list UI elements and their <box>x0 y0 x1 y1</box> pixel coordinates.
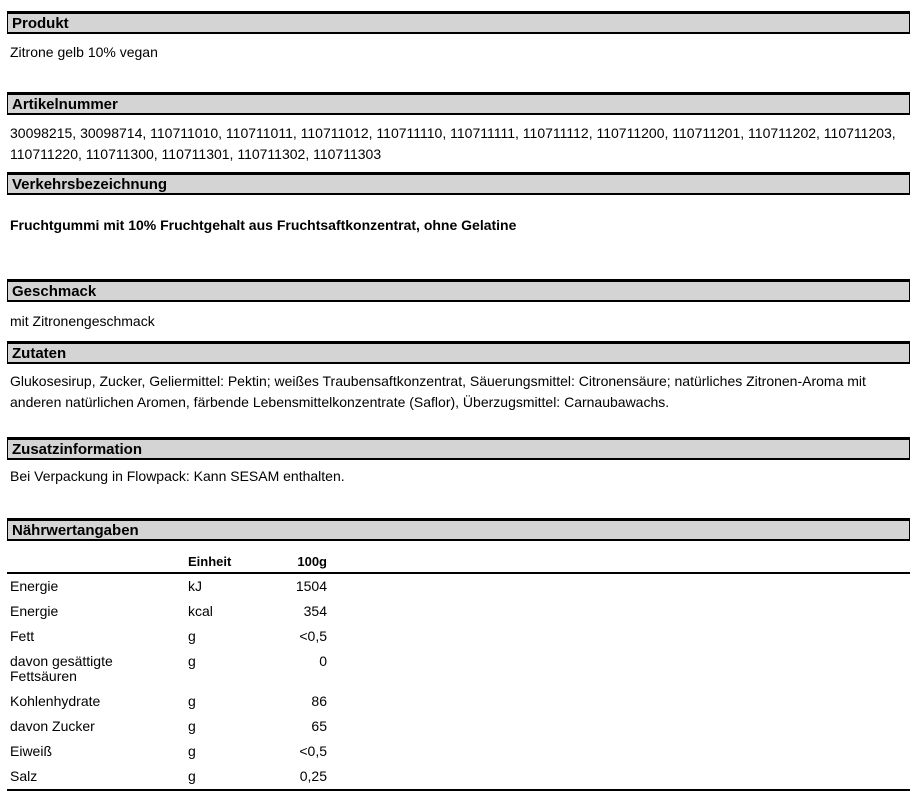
column-header-empty <box>7 550 185 573</box>
nutrition-table-header-row <box>7 550 910 573</box>
section-header-artikelnummer <box>7 92 910 115</box>
table-row-kohlenhydrate <box>7 689 910 714</box>
nutrient-value: 65 <box>311 718 327 734</box>
product-name: Zitrone gelb 10% vegan <box>10 44 158 60</box>
additional-info: Bei Verpackung in Flowpack: Kann SESAM enthalten. <box>10 468 345 484</box>
section-header-geschmack <box>7 279 910 302</box>
nutrient-unit: kcal <box>188 603 213 619</box>
section-zusatzinformation <box>7 437 910 487</box>
nutrient-unit: kJ <box>188 578 202 594</box>
table-row-eiweiss <box>7 739 910 764</box>
trade-description: Fruchtgummi mit 10% Fruchtgehalt aus Fruchtsaftkonzentrat, ohne Gelatine <box>10 217 517 233</box>
section-zutaten <box>7 341 910 413</box>
nutrient-label: Energie <box>10 578 59 594</box>
nutrient-unit: g <box>188 693 196 709</box>
table-row-zucker <box>7 714 910 739</box>
nutrient-unit: g <box>188 743 196 759</box>
nutrient-value: 86 <box>311 693 327 709</box>
section-geschmack <box>7 279 910 332</box>
nutrient-unit: g <box>188 768 196 784</box>
section-title: Verkehrsbezeichnung <box>12 176 168 193</box>
table-row-fett <box>7 624 910 649</box>
table-row-energie-kcal <box>7 599 910 624</box>
nutrient-unit: g <box>188 718 196 734</box>
nutrient-value: 1504 <box>295 578 327 594</box>
nutrition-table <box>7 550 910 791</box>
nutrient-value: 0 <box>319 653 327 669</box>
table-row-salz <box>7 764 910 790</box>
nutrient-value: <0,5 <box>299 628 327 644</box>
section-artikelnummer <box>7 92 910 165</box>
nutrient-label: Fett <box>10 628 35 644</box>
nutrient-value: 0,25 <box>299 768 327 784</box>
article-numbers: 30098215, 30098714, 110711010, 110711011, 110711012, 110711110, 110711111, 110711112, 110711200, 110711201, 110711202, 110711203, 110711220, 110711300, 110711301, 110711302, 110711303 <box>10 125 896 162</box>
flavor-description: mit Zitronengeschmack <box>10 313 155 329</box>
column-header-100g: 100g <box>287 550 327 573</box>
section-title: Artikelnummer <box>12 96 118 113</box>
section-header-zutaten <box>7 341 910 364</box>
section-header-produkt <box>7 11 910 34</box>
nutrient-label: davon Zucker <box>10 718 95 734</box>
nutrient-value: <0,5 <box>299 743 327 759</box>
section-header-naehrwertangaben <box>7 518 910 541</box>
column-header-unit: Einheit <box>185 550 287 573</box>
section-title: Produkt <box>12 15 69 32</box>
section-title: Zusatzinformation <box>12 441 142 458</box>
section-header-verkehrsbezeichnung <box>7 172 910 195</box>
nutrient-unit: g <box>188 653 196 669</box>
section-naehrwertangaben <box>7 518 910 791</box>
table-row-gesaettigte-fettsaeuren <box>7 649 910 689</box>
section-title: Nährwertangaben <box>12 522 139 539</box>
section-header-zusatzinformation <box>7 437 910 460</box>
nutrient-label: davon gesättigte Fettsäuren <box>10 653 113 684</box>
nutrient-label: Salz <box>10 768 38 784</box>
nutrient-unit: g <box>188 628 196 644</box>
section-title: Geschmack <box>12 283 97 300</box>
nutrient-label: Energie <box>10 603 59 619</box>
table-row-energie-kj <box>7 573 910 599</box>
nutrient-label: Eiweiß <box>10 743 53 759</box>
ingredients-list: Glukosesirup, Zucker, Geliermittel: Pektin; weißes Traubensaftkonzentrat, Säuerungsmittel: Citronensäure; natürliches Zitronen-Aroma mit anderen natürlichen Aromen, färbende Lebensmittelkonzentrate (Saflor), Überzugsmittel: Carnaubawachs. <box>10 373 866 410</box>
section-verkehrsbezeichnung <box>7 172 910 236</box>
nutrient-label: Kohlenhydrate <box>10 693 101 709</box>
section-produkt <box>7 11 910 63</box>
section-title: Zutaten <box>12 345 67 362</box>
nutrient-value: 354 <box>303 603 327 619</box>
product-spec-document <box>7 11 910 791</box>
